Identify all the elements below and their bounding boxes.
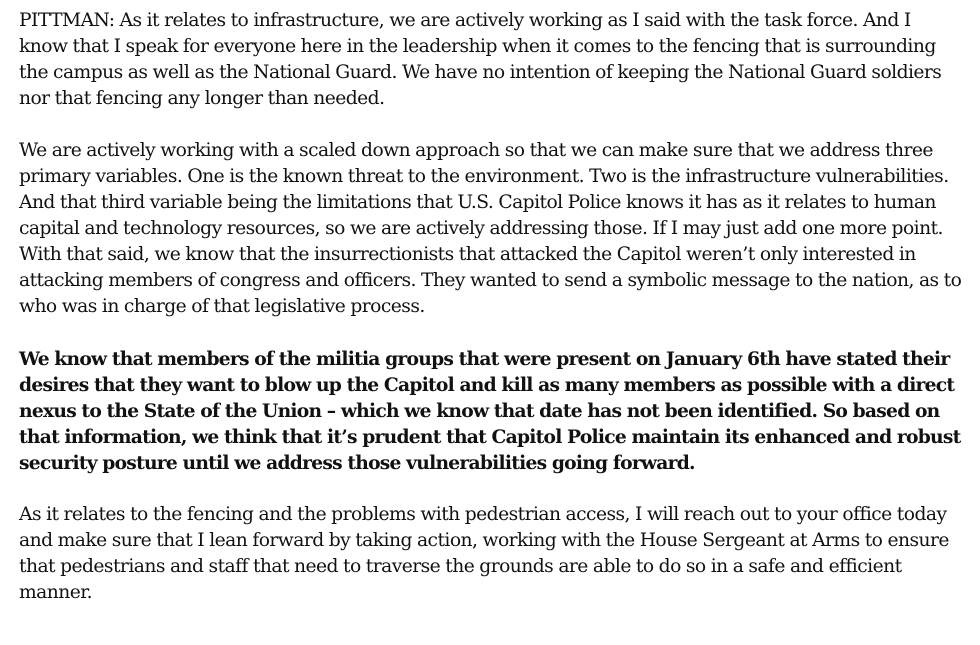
paragraph-2: We are actively working with a scaled down approach so that we can make sure that we address three primary variables. One is the known threat to the environment. Two is the infrastructure vulnerabilities. And that third variable being the limitations that U.S. Capitol Police knows it has as it relates to human capital and technology resources, so we are actively addressing those. If I may just add one more point. With that said, we know that the insurrectionists that attacked the Capitol weren’t only interested in attacking members of congress and officers. They wanted to send a symbolic message to the nation, as to who was in charge of that legislative process. — [19, 140, 962, 317]
paragraph-4: As it relates to the fencing and the problems with pedestrian access, I will reach out to your office today and make sure that I lean forward by taking action, working with the House Sergeant at Arms to ensure that pedestrians and staff that need to traverse the grounds are able to do so in a safe and efficient manner. — [19, 504, 949, 603]
paragraph-1: PITTMAN: As it relates to infrastructure, we are actively working as I said with the task force. And I know that I speak for everyone here in the leadership when it comes to the fencing that is surrounding the campus as well as the National Guard. We have no intention of keeping the National Guard soldiers nor that fencing any longer than needed. — [19, 10, 942, 109]
paragraph-3-bold: We know that members of the militia groups that were present on January 6th have stated their desires that they want to blow up the Capitol and kill as many members as possible with a direct nexus to the State of the Union – which we know that date has not been identified. So based on that information, we think that it’s prudent that Capitol Police maintain its enhanced and robust security posture until we address those vulnerabilities going forward. — [19, 348, 961, 474]
